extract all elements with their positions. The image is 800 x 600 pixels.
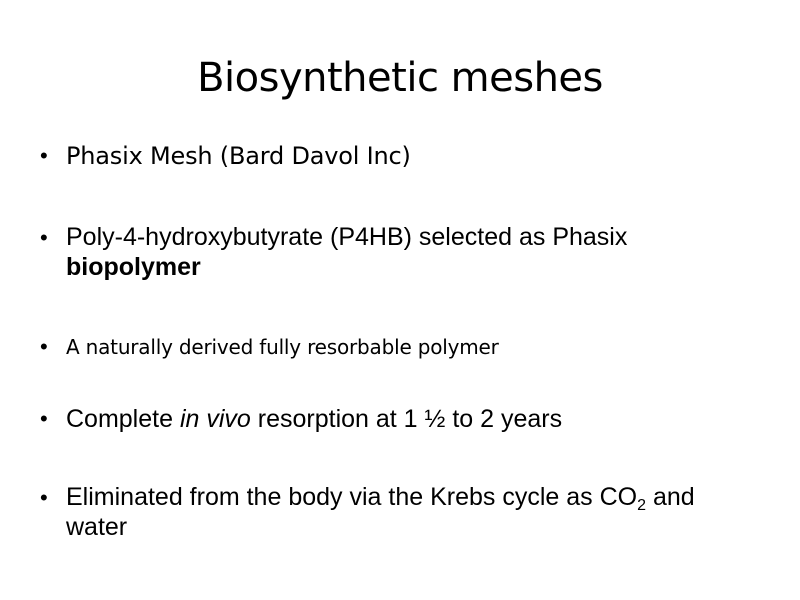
bullet-text-italic: in vivo xyxy=(179,405,251,433)
bullet-dot-icon: • xyxy=(40,334,48,359)
bullet-text xyxy=(66,482,760,542)
bullet-item xyxy=(40,222,760,282)
bullet-dot-icon: • xyxy=(40,485,48,510)
bullet-text-bold: biopolymer xyxy=(66,253,201,281)
bullet-text-plain: resorption at 1 ½ to 2 years xyxy=(250,405,563,433)
bullet-text xyxy=(66,222,760,282)
bullet-text-plain: Poly-4-hydroxybutyrate (P4HB) selected as Phasix xyxy=(66,223,628,251)
bullet-text: Phasix Mesh (Bard Davol Inc) xyxy=(66,142,411,170)
bullet-item xyxy=(40,140,760,172)
bullet-dot-icon: • xyxy=(40,143,48,168)
bullet-text-subscript: 2 xyxy=(637,497,646,514)
bullet-item xyxy=(40,482,760,542)
bullet-text xyxy=(66,403,760,435)
bullet-dot-icon: • xyxy=(40,225,48,250)
slide-title: Biosynthetic meshes xyxy=(197,55,603,101)
bullet-text-plain: Complete xyxy=(66,405,180,433)
bullet-dot-icon: • xyxy=(40,406,48,431)
bullet-text-plain: Eliminated from the body via the Krebs cycle as CO xyxy=(66,483,638,511)
bullet-text: A naturally derived fully resorbable polymer xyxy=(66,335,499,359)
bullet-item xyxy=(40,403,760,435)
bullet-text-plain: and water xyxy=(66,483,695,541)
bullet-item xyxy=(40,333,760,361)
